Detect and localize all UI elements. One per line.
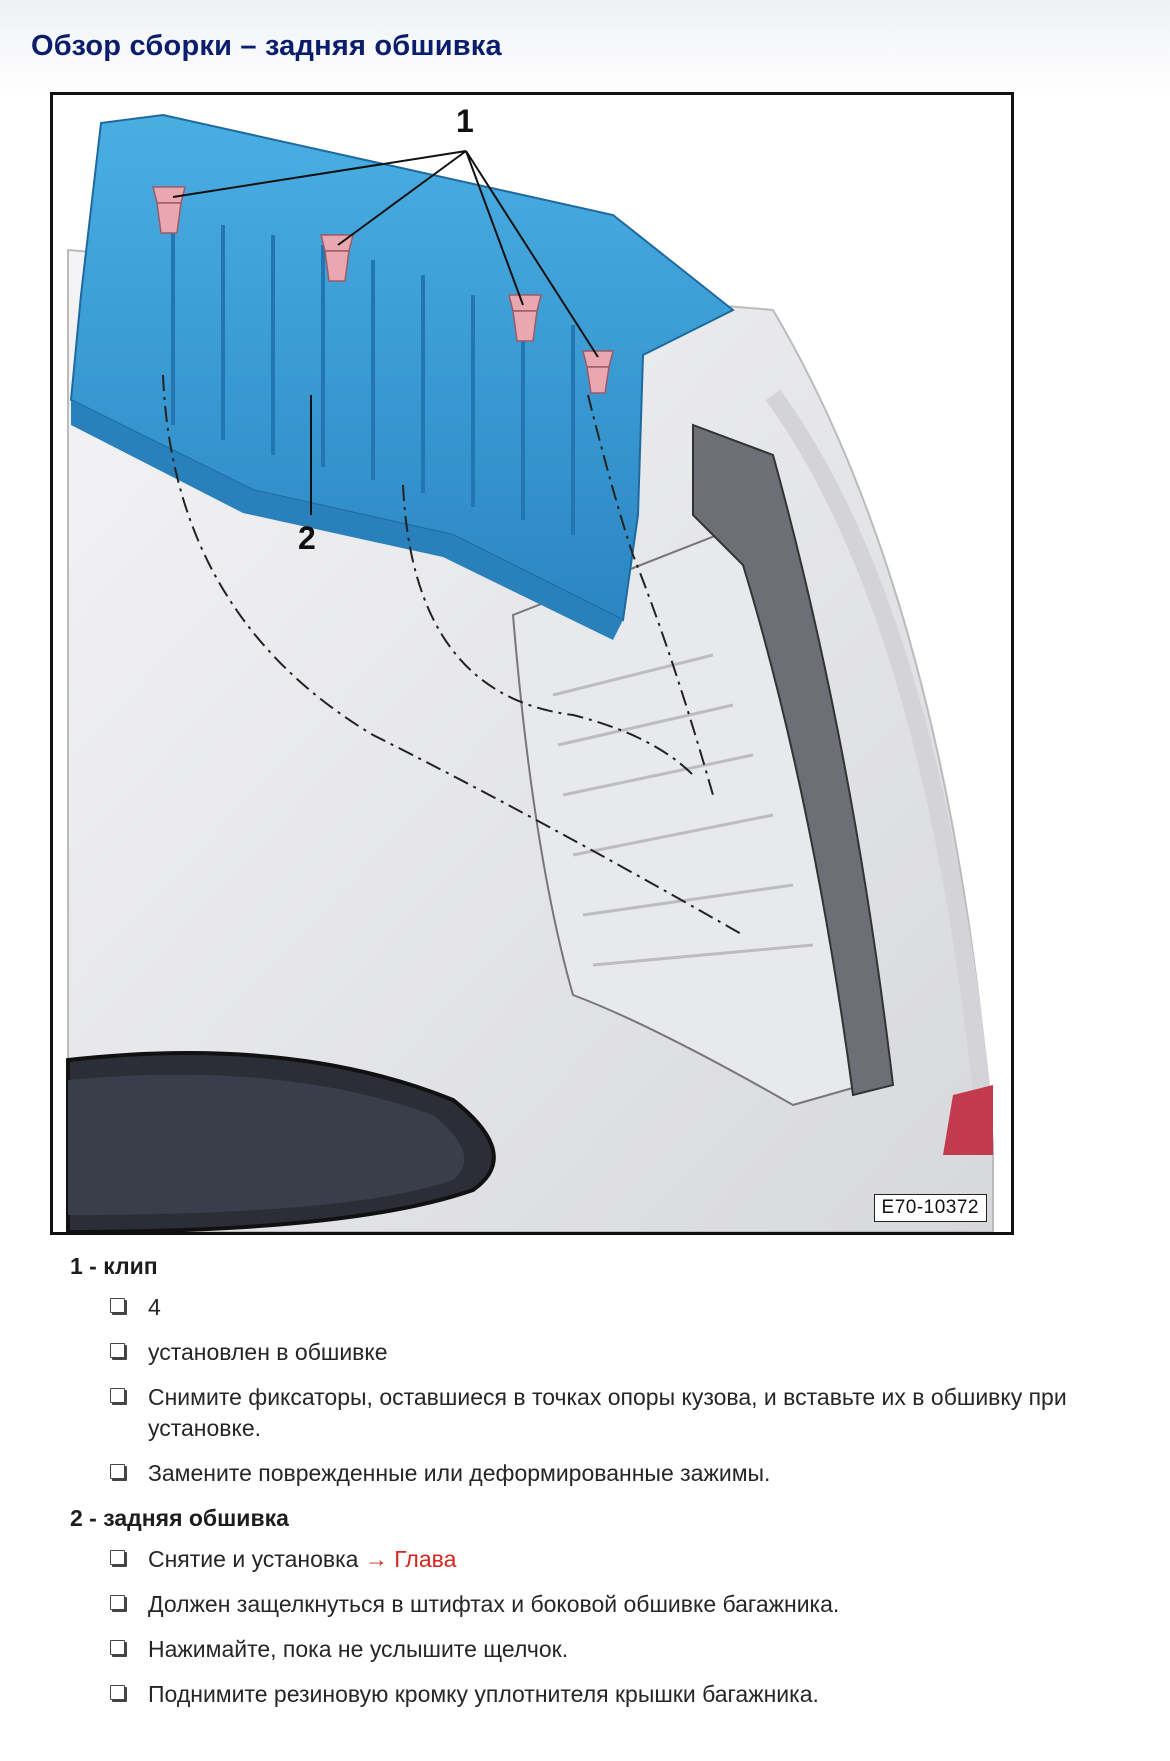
bullet-item: Снятие и установка → Глава: [110, 1544, 1068, 1575]
bullet-item: Замените поврежденные или деформированные зажимы.: [110, 1458, 1068, 1489]
chapter-link[interactable]: → Глава: [364, 1546, 457, 1572]
callout-2: 2: [298, 520, 316, 556]
checkbox-bullet-icon: [110, 1685, 125, 1700]
item-heading: 1 - клип: [70, 1253, 158, 1279]
checkbox-bullet-icon: [110, 1388, 125, 1403]
bullet-item: Поднимите резиновую кромку уплотнителя крышки багажника.: [110, 1679, 1068, 1710]
checkbox-bullet-icon: [110, 1640, 125, 1655]
checkbox-bullet-icon: [110, 1550, 125, 1565]
bullet-item: Нажимайте, пока не услышите щелчок.: [110, 1634, 1068, 1665]
legend-item-clip: [70, 1253, 1130, 1489]
checkbox-bullet-icon: [110, 1343, 125, 1358]
bullet-item: Снимите фиксаторы, оставшиеся в точках опоры кузова, и вставьте их в обшивку при установке.: [110, 1382, 1068, 1444]
bullet-item: 4: [110, 1292, 1068, 1323]
figure-id: E70-10372: [874, 1194, 987, 1222]
checkbox-bullet-icon: [110, 1464, 125, 1479]
callout-1: 1: [456, 103, 474, 139]
checkbox-bullet-icon: [110, 1298, 125, 1313]
item-bullets: [70, 1292, 1130, 1489]
bullet-item: Должен защелкнуться в штифтах и боковой обшивке багажника.: [110, 1589, 1068, 1620]
checkbox-bullet-icon: [110, 1595, 125, 1610]
page-title: Обзор сборки – задняя обшивка: [31, 30, 502, 62]
assembly-figure: [50, 92, 1014, 1235]
legend-item-rear-trim: [70, 1505, 1130, 1710]
legend: [70, 1253, 1130, 1726]
bullet-item: установлен в обшивке: [110, 1337, 1068, 1368]
item-bullets: [70, 1544, 1130, 1710]
item-heading: 2 - задняя обшивка: [70, 1505, 289, 1531]
assembly-illustration: [53, 95, 1011, 1232]
